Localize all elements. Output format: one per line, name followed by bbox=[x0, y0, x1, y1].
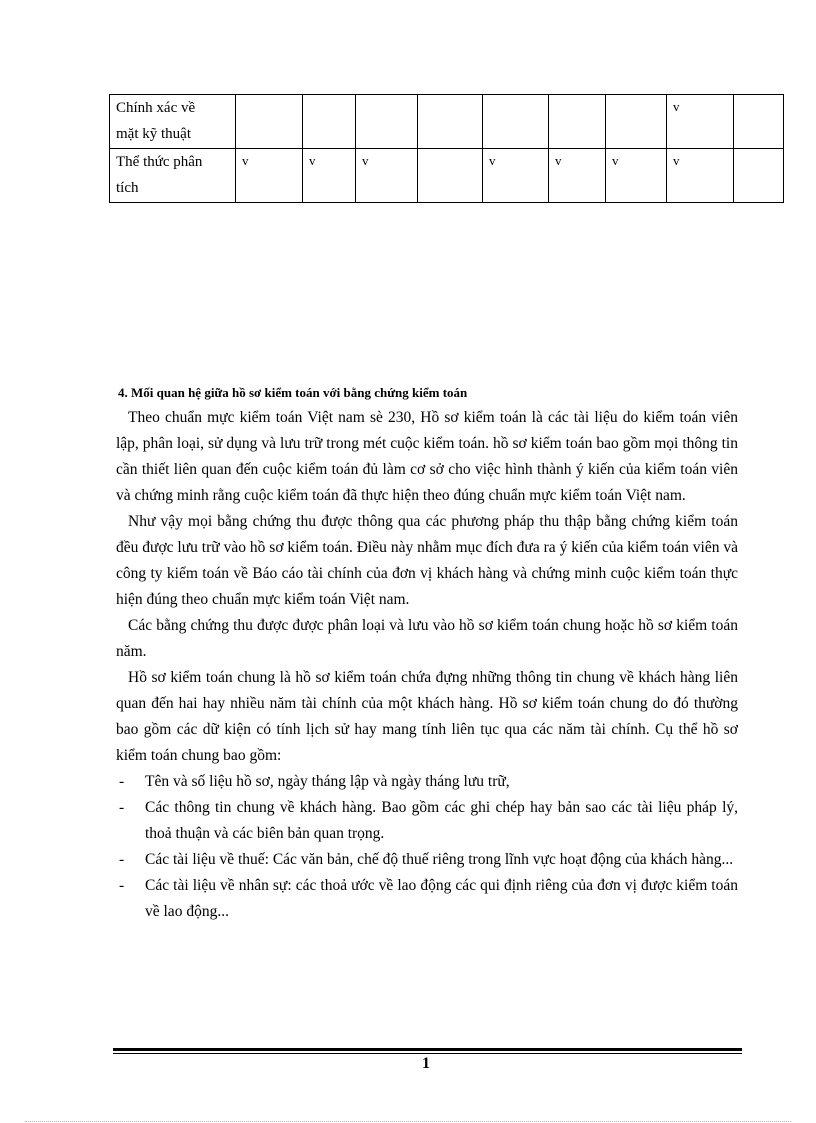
footer-rule-thin bbox=[113, 1053, 742, 1054]
paragraph: Như vậy mọi bằng chứng thu được thông qua các phương pháp thu thập bằng chứng kiểm toán đều được lưu trữ vào hồ sơ kiểm toán. Điều này nhằm mục đích đưa ra ý kiến của kiểm toán viên và công ty kiểm toán về Báo cáo tài chính của đơn vị khách hàng và chứng minh cuộc kiểm toán thực hiện đúng theo chuẩn mực kiểm toán Việt nam. bbox=[116, 513, 738, 608]
check-cell bbox=[418, 95, 483, 149]
table-row bbox=[110, 95, 784, 149]
check-cell bbox=[734, 149, 784, 203]
check-cell bbox=[549, 95, 606, 149]
list-item-text: Các thông tin chung về khách hàng. Bao gồm các ghi chép hay bản sao các tài liệu pháp lý, thoả thuận và các biên bản quan trọng. bbox=[145, 799, 738, 842]
row-label bbox=[110, 149, 236, 203]
check-cell bbox=[734, 95, 784, 149]
check-cell bbox=[418, 149, 483, 203]
list-item bbox=[116, 847, 738, 873]
paragraph: Theo chuẩn mực kiểm toán Việt nam sè 230, Hồ sơ kiểm toán là các tài liệu do kiểm toán viên lập, phân loại, sử dụng và lưu trữ trong mét cuộc kiểm toán. hồ sơ kiểm toán bao gồm mọi thông tin cần thiết liên quan đến cuộc kiểm toán đủ làm cơ sở cho việc hình thành ý kiến của kiểm toán viên và chứng minh rằng cuộc kiểm toán đã thực hiện theo đúng chuẩn mực kiểm toán Việt nam. bbox=[116, 409, 738, 504]
row-label-line2: tích bbox=[116, 180, 139, 196]
page-number: 1 bbox=[422, 1055, 430, 1072]
bullet-list bbox=[116, 769, 738, 925]
row-label-line1: Thể thức phân bbox=[116, 154, 203, 170]
table-row bbox=[110, 149, 784, 203]
check-cell: v bbox=[606, 149, 667, 203]
check-cell: v bbox=[549, 149, 606, 203]
check-cell: v bbox=[236, 149, 303, 203]
row-label-line1: Chính xác về bbox=[116, 100, 196, 116]
check-cell: v bbox=[356, 149, 418, 203]
check-cell: v bbox=[667, 149, 734, 203]
check-cell bbox=[606, 95, 667, 149]
list-item bbox=[116, 769, 738, 795]
section-body bbox=[116, 405, 738, 925]
row-label-line2: mặt kỹ thuật bbox=[116, 126, 191, 142]
criteria-table bbox=[109, 94, 784, 203]
bullet-dash: - bbox=[119, 851, 125, 868]
list-item-text: Các tài liệu về thuế: Các văn bản, chế độ thuế riêng trong lĩnh vực hoạt động của khách hàng... bbox=[145, 851, 734, 868]
paragraph: Hồ sơ kiểm toán chung là hồ sơ kiểm toán chứa đựng những thông tin chung về khách hàng liên quan đến hai hay nhiều năm tài chính của một khách hàng. Hồ sơ kiểm toán chung do đó thường bao gồm các dữ kiện có tính lịch sử hay mang tính liên tục qua các năm tài chính. Cụ thể hồ sơ kiểm toán chung bao gồm: bbox=[116, 669, 738, 764]
check-cell bbox=[356, 95, 418, 149]
bullet-dash: - bbox=[119, 773, 125, 790]
footer-rule-thick bbox=[113, 1048, 742, 1051]
list-item bbox=[116, 795, 738, 847]
check-cell: v bbox=[303, 149, 356, 203]
check-cell bbox=[303, 95, 356, 149]
check-cell: v bbox=[483, 149, 549, 203]
row-label bbox=[110, 95, 236, 149]
list-item-text: Các tài liệu về nhân sự: các thoả ước về lao động các qui định riêng của đơn vị được kiểm toán về lao động... bbox=[145, 877, 738, 920]
page-edge-divider bbox=[25, 1121, 791, 1122]
bullet-dash: - bbox=[119, 877, 125, 894]
paragraph: Các bằng chứng thu được được phân loại và lưu vào hồ sơ kiểm toán chung hoặc hồ sơ kiểm toán năm. bbox=[116, 617, 738, 660]
section-heading: 4. Mối quan hệ giữa hồ sơ kiểm toán với bằng chứng kiểm toán bbox=[118, 385, 468, 400]
list-item-text: Tên và số liệu hồ sơ, ngày tháng lập và ngày tháng lưu trữ, bbox=[145, 773, 510, 790]
check-cell bbox=[236, 95, 303, 149]
check-cell bbox=[483, 95, 549, 149]
check-cell: v bbox=[667, 95, 734, 149]
bullet-dash: - bbox=[119, 799, 125, 816]
list-item bbox=[116, 873, 738, 925]
